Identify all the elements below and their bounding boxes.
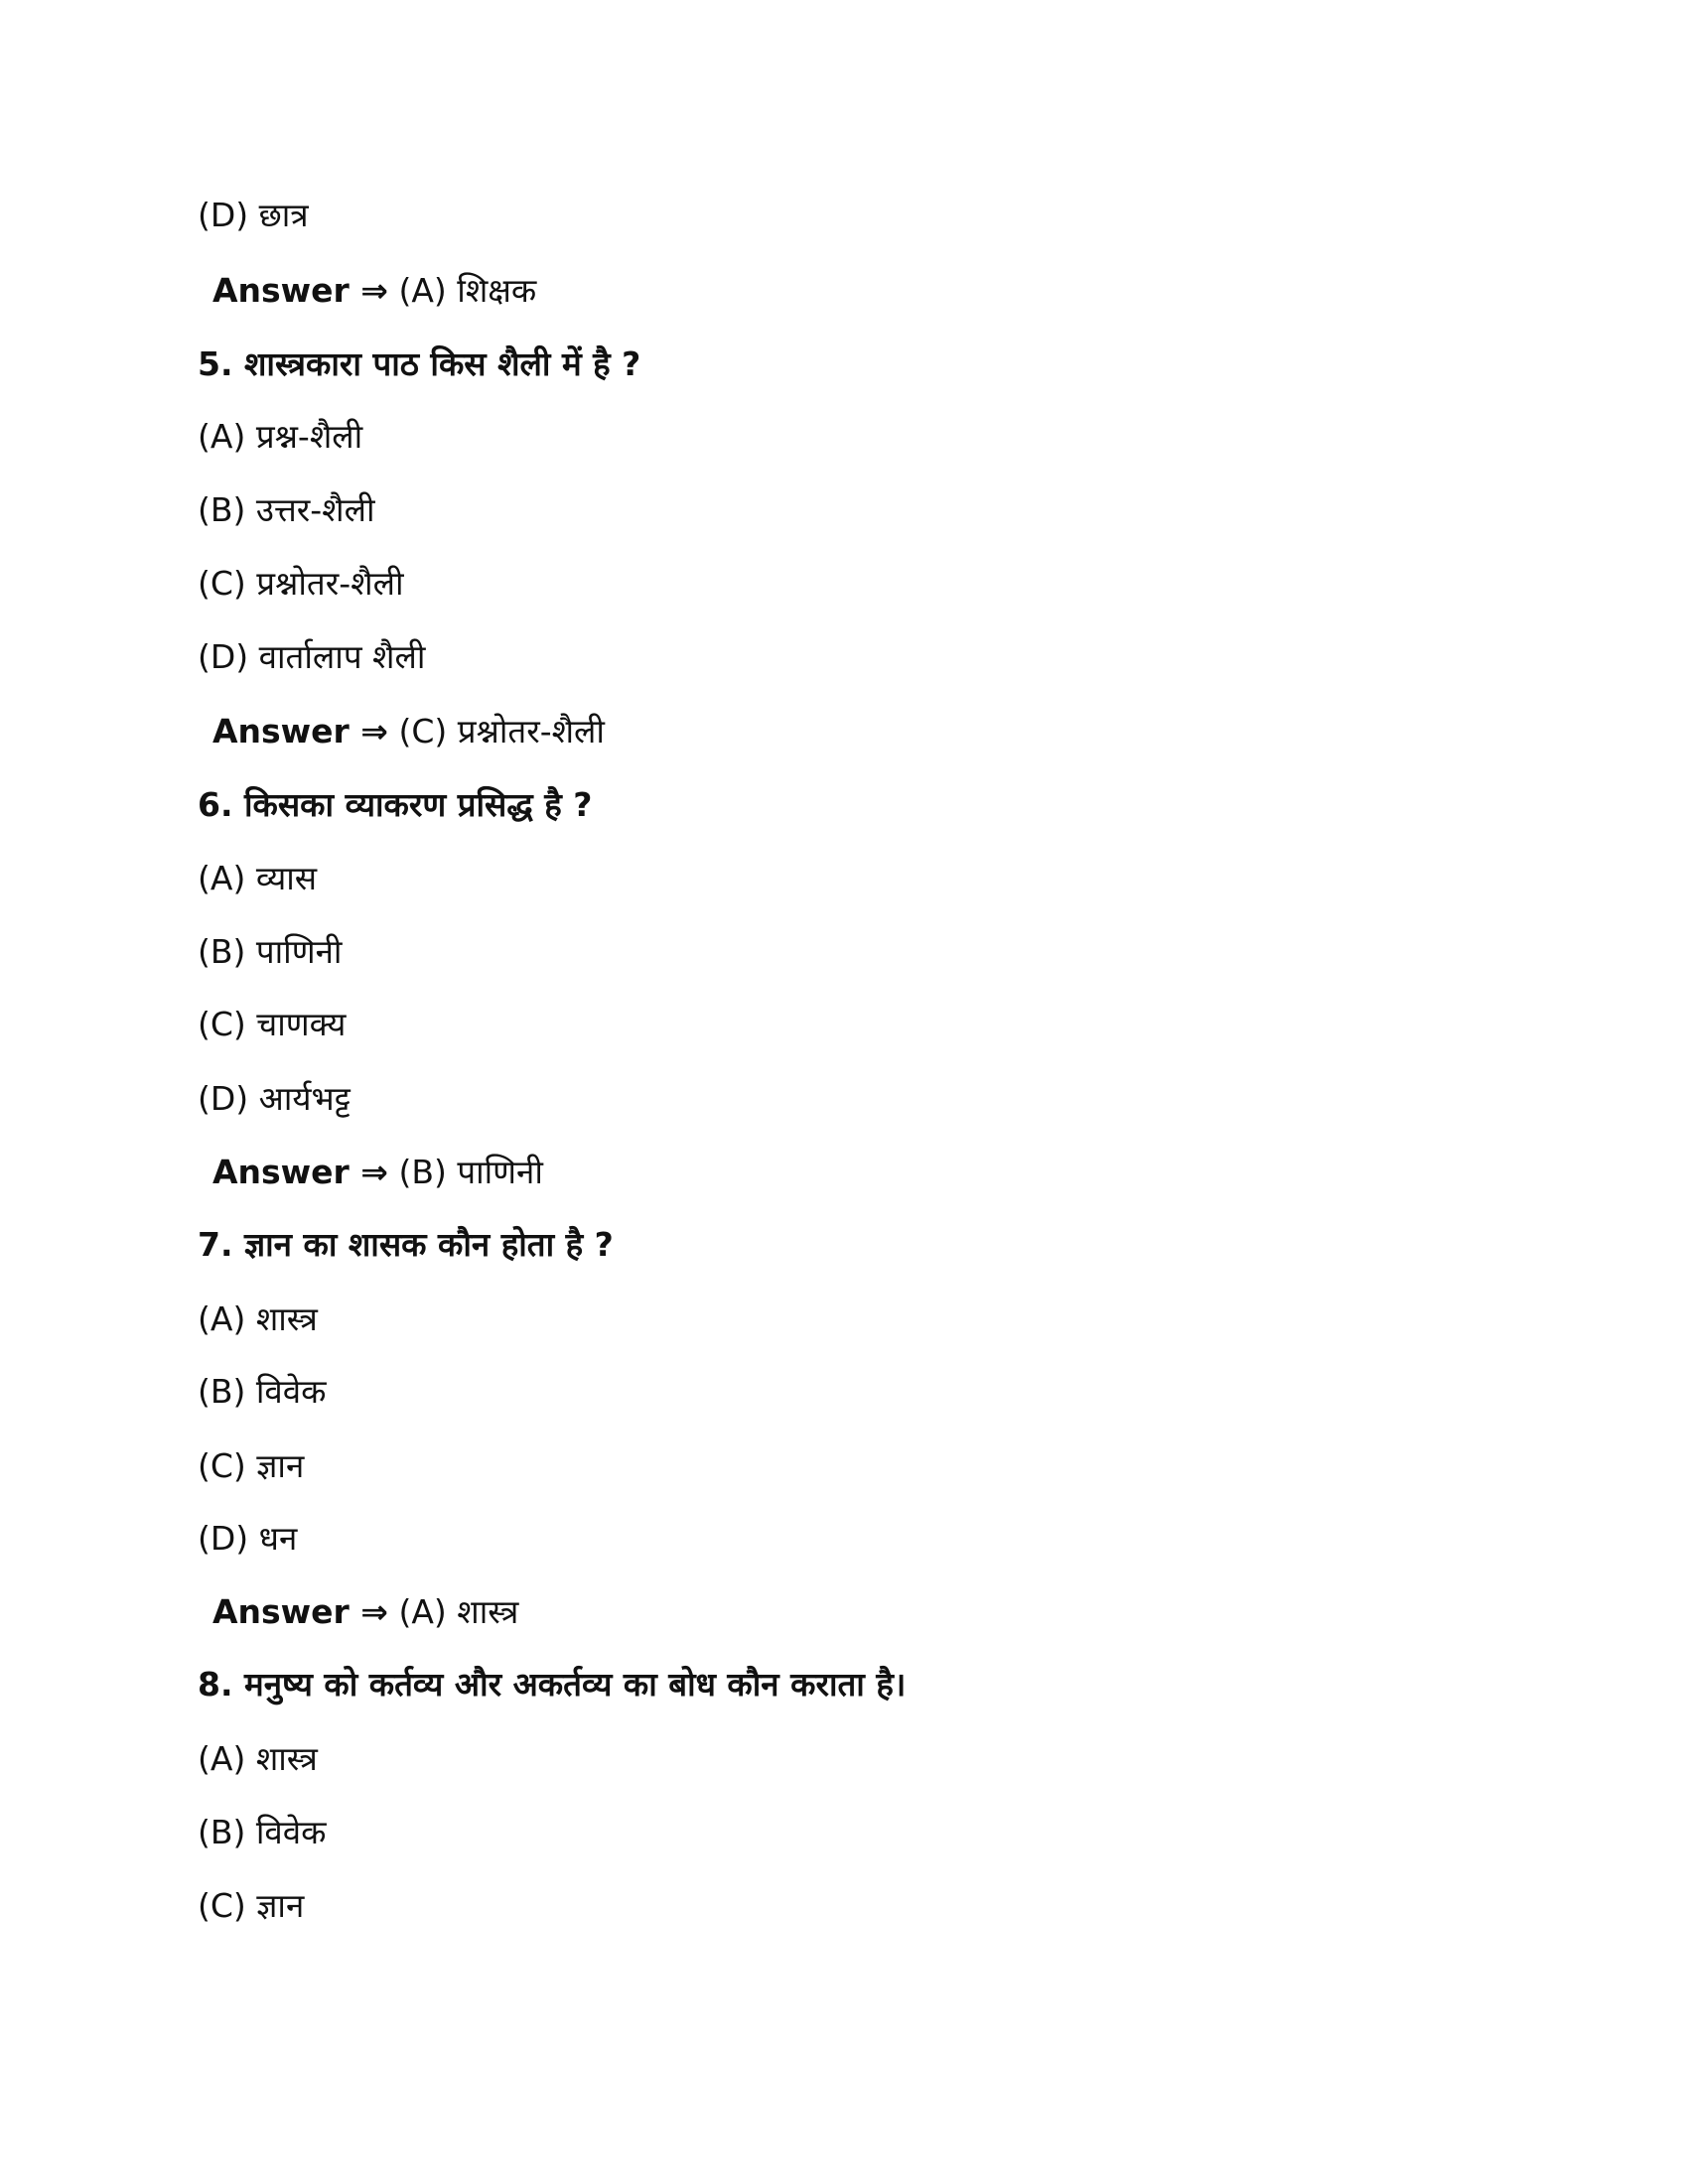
option-q6-d: (D) आर्यभट्ट — [198, 1079, 351, 1118]
option-q5-c: (C) प्रश्नोतर-शैली — [198, 564, 404, 603]
option-q7-a: (A) शास्त्र — [198, 1299, 318, 1338]
option-q8-a: (A) शास्त्र — [198, 1739, 318, 1778]
answer-value: (C) प्रश्नोतर-शैली — [387, 712, 605, 751]
answer-label: Answer ⇒ — [212, 712, 388, 751]
question-8: 8. मनुष्य को कर्तव्य और अकर्तव्य का बोध कौन कराता है। — [198, 1665, 907, 1704]
option-q6-b: (B) पाणिनी — [198, 932, 343, 971]
option-q8-c: (C) ज्ञान — [198, 1886, 305, 1925]
option-q5-d: (D) वार्तालाप शैली — [198, 637, 426, 676]
answer-q7 — [212, 1592, 519, 1631]
question-5: 5. शास्त्रकारा पाठ किस शैली में है ? — [198, 344, 641, 383]
answer-value: (A) शास्त्र — [387, 1592, 519, 1631]
option-q4-d: (D) छात्र — [198, 196, 309, 234]
answer-label: Answer ⇒ — [212, 271, 388, 310]
question-6: 6. किसका व्याकरण प्रसिद्ध है ? — [198, 785, 593, 824]
answer-q5 — [212, 712, 605, 751]
answer-q6 — [212, 1153, 543, 1191]
answer-label: Answer ⇒ — [212, 1153, 388, 1191]
answer-label: Answer ⇒ — [212, 1592, 388, 1631]
option-q5-b: (B) उत्तर-शैली — [198, 490, 375, 529]
option-q6-a: (A) व्यास — [198, 859, 318, 897]
option-q5-a: (A) प्रश्न-शैली — [198, 417, 363, 456]
option-q6-c: (C) चाणक्य — [198, 1005, 347, 1043]
answer-q4 — [212, 271, 537, 310]
answer-value: (A) शिक्षक — [387, 271, 537, 310]
answer-value: (B) पाणिनी — [387, 1153, 543, 1191]
option-q8-b: (B) विवेक — [198, 1813, 327, 1851]
option-q7-b: (B) विवेक — [198, 1372, 327, 1411]
question-7: 7. ज्ञान का शासक कौन होता है ? — [198, 1225, 614, 1264]
option-q7-d: (D) धन — [198, 1519, 298, 1558]
option-q7-c: (C) ज्ञान — [198, 1446, 305, 1485]
